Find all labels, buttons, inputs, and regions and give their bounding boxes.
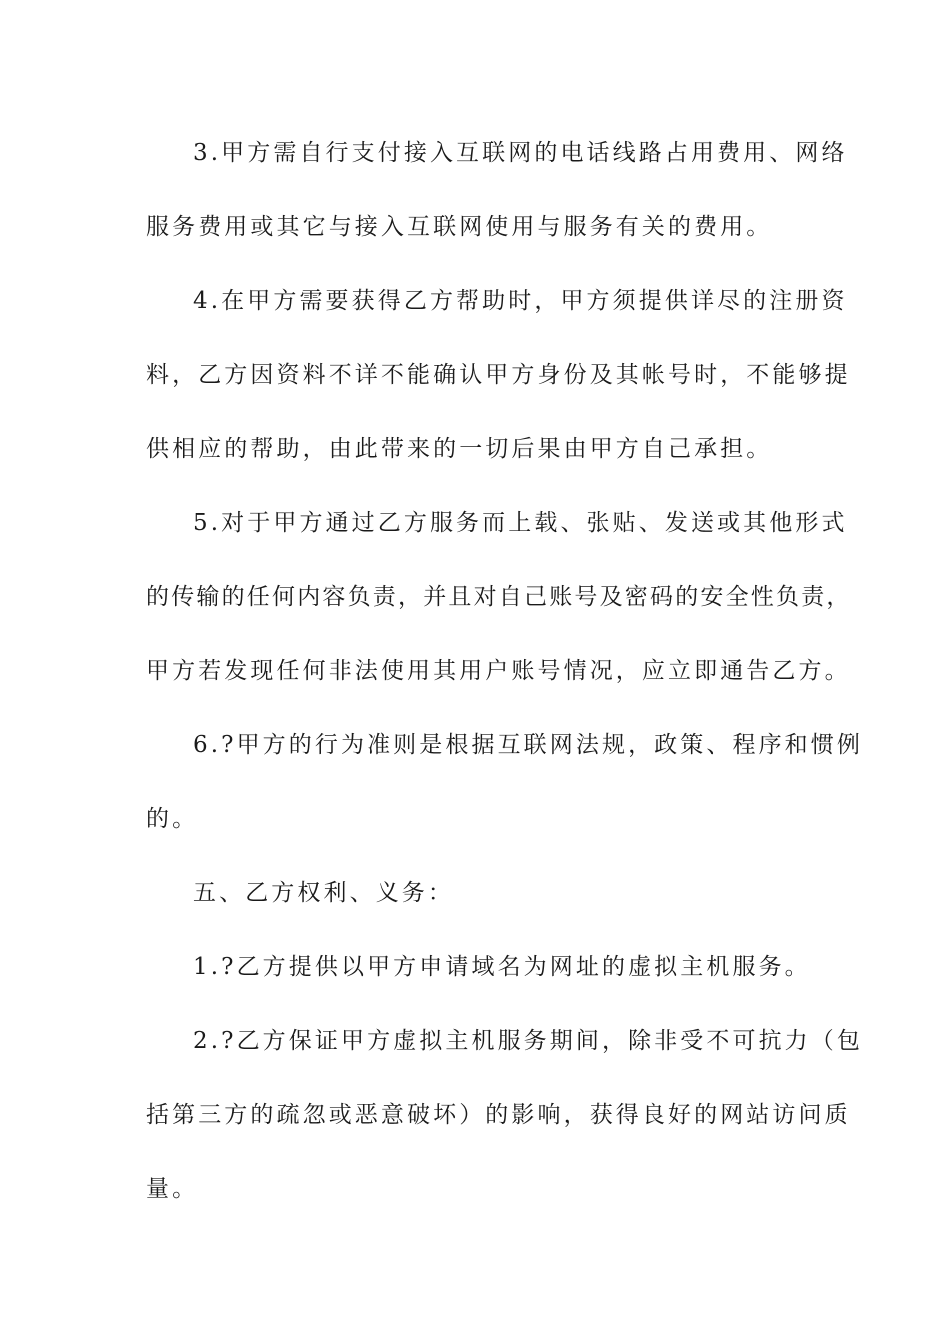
item-2-line-2: 括第三方的疏忽或恶意破坏）的影响，获得良好的网站访问质 <box>146 1102 851 1128</box>
section-heading: 五、乙方权利、义务： <box>193 880 454 906</box>
paragraph-4-line-1: 4.在甲方需要获得乙方帮助时，甲方须提供详尽的注册资 <box>193 288 848 314</box>
paragraph-3-line-2: 服务费用或其它与接入互联网使用与服务有关的费用。 <box>146 214 773 240</box>
item-2-line-3: 量。 <box>146 1176 199 1202</box>
paragraph-6-line-1: 6.?甲方的行为准则是根据互联网法规，政策、程序和惯例 <box>193 732 863 758</box>
paragraph-5-line-1: 5.对于甲方通过乙方服务而上载、张贴、发送或其他形式 <box>193 510 848 536</box>
paragraph-5-line-3: 甲方若发现任何非法使用其用户账号情况，应立即通告乙方。 <box>146 658 851 684</box>
paragraph-4-line-3: 供相应的帮助，由此带来的一切后果由甲方自己承担。 <box>146 436 773 462</box>
item-2-line-1: 2.?乙方保证甲方虚拟主机服务期间，除非受不可抗力（包 <box>193 1028 863 1054</box>
item-1-line-1: 1.?乙方提供以甲方申请域名为网址的虚拟主机服务。 <box>193 954 811 980</box>
paragraph-5-line-2: 的传输的任何内容负责，并且对自己账号及密码的安全性负责， <box>146 584 852 610</box>
paragraph-3-line-1: 3.甲方需自行支付接入互联网的电话线路占用费用、网络 <box>193 140 848 166</box>
paragraph-6-line-2: 的。 <box>146 806 199 832</box>
paragraph-4-line-2: 料，乙方因资料不详不能确认甲方身份及其帐号时，不能够提 <box>146 362 851 388</box>
